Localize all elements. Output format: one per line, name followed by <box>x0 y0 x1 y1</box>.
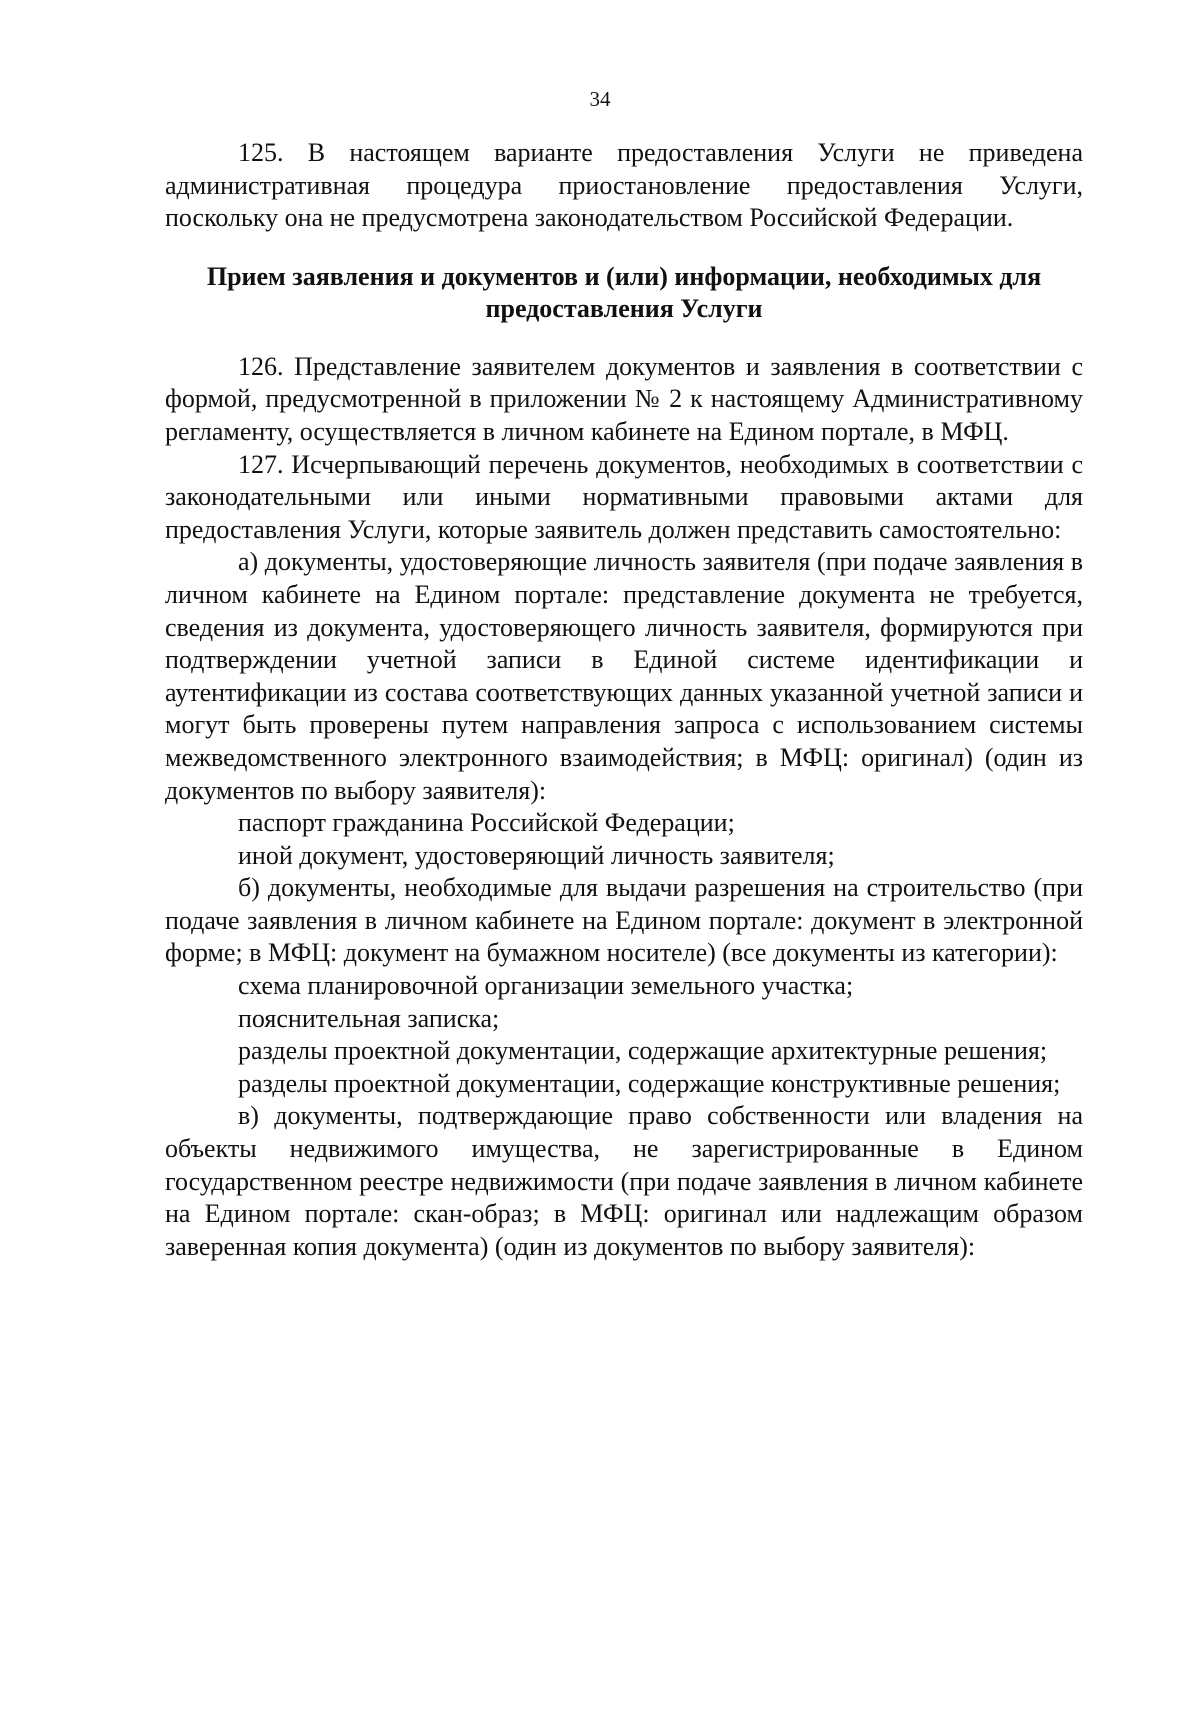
paragraph-125: 125. В настоящем варианте предоставления Услуги не приведена административная процедура приостановление предоставления Услуги, поскольку она не предусмотрена законодательством Российской Федерации. <box>165 138 1083 233</box>
paragraph-126: 126. Представление заявителем документов и заявления в соответствии с формой, предусмотренной в приложении № 2 к настоящему Административному регламенту, осуществляется в личном кабинете на Едином портале, в МФЦ. <box>165 351 1083 446</box>
item-b-architectural: разделы проектной документации, содержащие архитектурные решения; <box>238 1036 1048 1066</box>
item-a-other-id: иной документ, удостоверяющий личность заявителя; <box>238 840 835 870</box>
item-a-passport: паспорт гражданина Российской Федерации; <box>238 808 735 838</box>
item-b-scheme: схема планировочной организации земельного участка; <box>238 971 854 1001</box>
item-a: а) документы, удостоверяющие личность заявителя (при подаче заявления в личном кабинете на Едином портале: представление документа не требуется, сведения из документа, удостоверяющего личность заявителя, формируются при подтверждении учетной записи в Единой системе идентификации и аутентификации из состава соответствующих данных указанной учетной записи и могут быть проверены путем направления запроса с использованием системы межведомственного электронного взаимодействия; в МФЦ: оригинал) (один из документов по выбору заявителя): <box>165 547 1083 805</box>
paragraph-127: 127. Исчерпывающий перечень документов, необходимых в соответствии с законодательными или иными нормативными правовыми актами для предоставления Услуги, которые заявитель должен представить самостоятельно: <box>165 449 1083 544</box>
item-b-structural: разделы проектной документации, содержащие конструктивные решения; <box>238 1068 1061 1098</box>
item-b: б) документы, необходимые для выдачи разрешения на строительство (при подаче заявления в личном кабинете на Едином портале: документ в электронной форме; в МФЦ: документ на бумажном носителе) (все документы из категории): <box>165 873 1083 968</box>
page-number: 34 <box>589 87 611 111</box>
section-heading: Прием заявления и документов и (или) информации, необходимых для предоставления Услуги <box>206 261 1042 323</box>
document-body <box>165 137 1083 1263</box>
item-b-note: пояснительная записка; <box>238 1003 500 1033</box>
item-v: в) документы, подтверждающие право собственности или владения на объекты недвижимого имущества, не зарегистрированные в Едином государственном реестре недвижимости (при подаче заявления в личном кабинете на Едином портале: скан-образ; в МФЦ: оригинал или надлежащим образом заверенная копия документа) (один из документов по выбору заявителя): <box>165 1101 1083 1261</box>
